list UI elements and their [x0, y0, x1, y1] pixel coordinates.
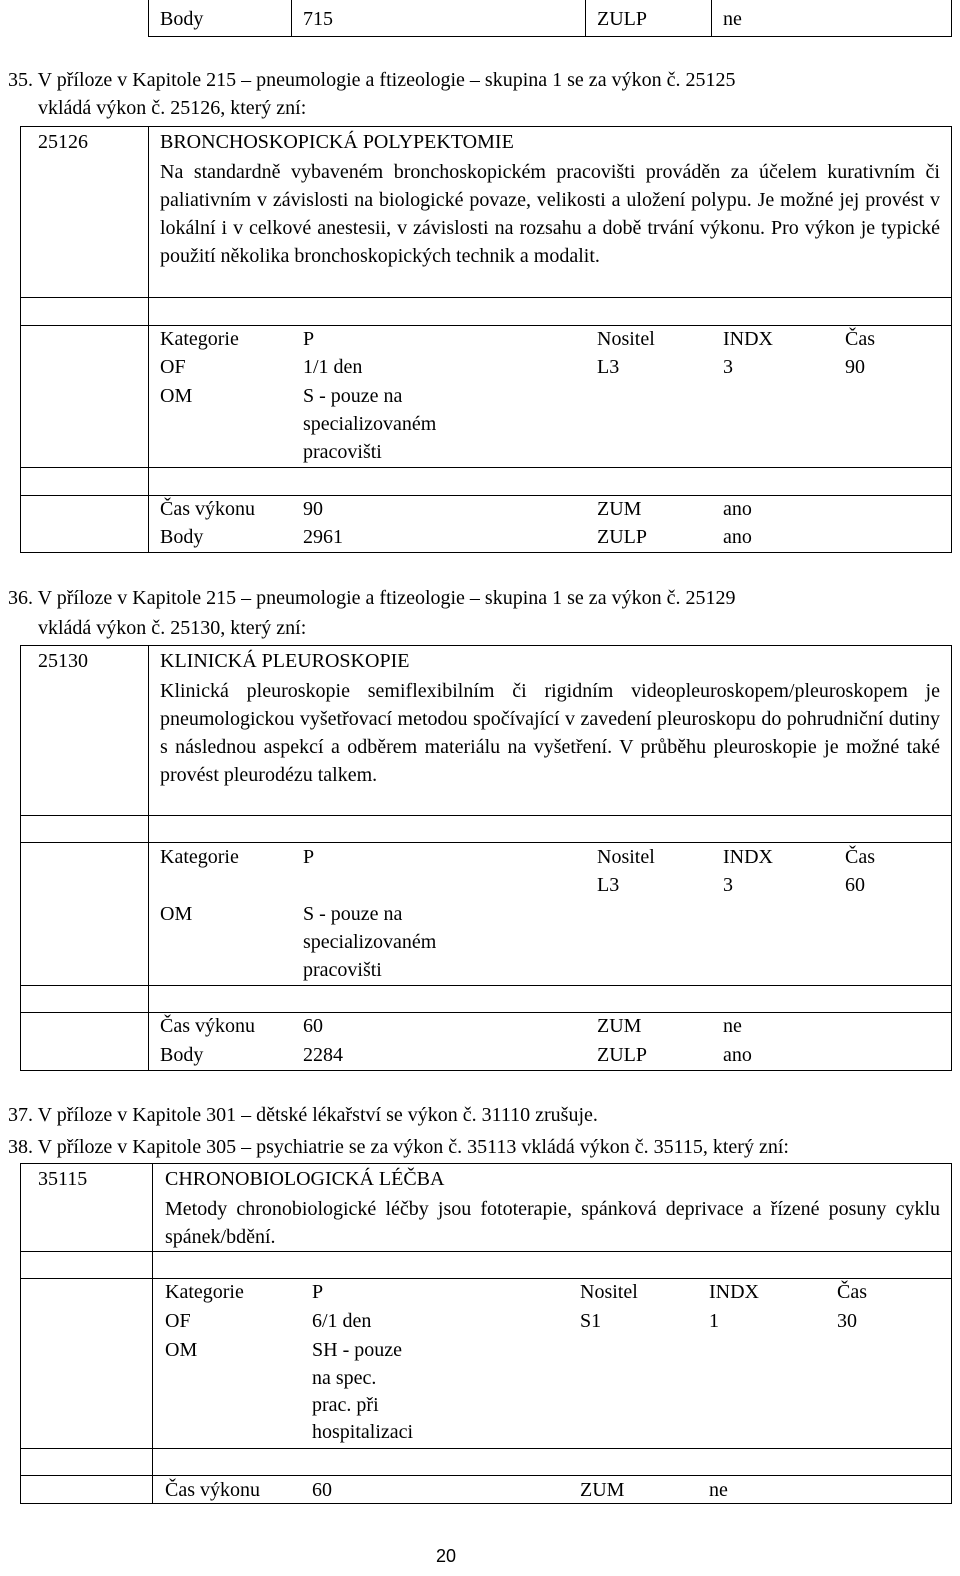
of-label: OF — [165, 1310, 191, 1332]
om-p-line3: pracovišti — [303, 441, 382, 463]
body-value: 2284 — [303, 1044, 343, 1066]
body-value: 715 — [303, 8, 333, 30]
body-label: Body — [160, 1044, 204, 1066]
zulp-label: ZULP — [597, 8, 647, 30]
item-35-description: Na standardně vybaveném bronchoskopickém pracovišti prováděn za účelem kurativním či paliativním v závislosti na biologické povaze, velikosti a uložení polypu. Je možné jej provést v lokální i v celkové anestesii, v závislosti na rozsahu a době trvání výkonu. Pro výkon je typické použití několika bronchoskopických technik a modalit. — [160, 161, 940, 267]
of-nositel: L3 — [597, 356, 620, 378]
header-kategorie: Kategorie — [160, 328, 239, 350]
zulp-value: ano — [723, 1044, 752, 1066]
item-35-line2: vkládá výkon č. 25126, který zní: — [38, 97, 307, 119]
item-36-code: 25130 — [38, 650, 88, 672]
om-p-line4: hospitalizaci — [312, 1421, 414, 1443]
of-cas: 90 — [845, 356, 865, 378]
body-label: Body — [160, 8, 204, 30]
header-indx: INDX — [709, 1281, 759, 1303]
zum-label: ZUM — [597, 498, 642, 520]
cas-vykonu-label: Čas výkonu — [160, 1015, 255, 1037]
item-35-line1: 35. V příloze v Kapitole 215 – pneumologie a ftizeologie – skupina 1 se za výkon č. 25125 — [8, 69, 736, 91]
cas-vykonu-label: Čas výkonu — [160, 498, 255, 520]
body-label: Body — [160, 526, 204, 548]
item-36-title: KLINICKÁ PLEUROSKOPIE — [160, 650, 410, 672]
header-nositel: Nositel — [597, 328, 655, 350]
header-p: P — [312, 1281, 324, 1303]
zum-value: ano — [723, 498, 752, 520]
of-cas: 30 — [837, 1310, 857, 1332]
of-indx: 3 — [723, 356, 733, 378]
om-p-line1: SH - pouze — [312, 1339, 402, 1361]
zulp-label: ZULP — [597, 1044, 647, 1066]
header-indx: INDX — [723, 846, 773, 868]
header-indx: INDX — [723, 328, 773, 350]
om-label: OM — [160, 385, 193, 407]
row1-indx: 3 — [723, 874, 733, 896]
om-p-line2: specializovaném — [303, 413, 437, 435]
om-p-line2: na spec. — [312, 1367, 377, 1389]
cas-vykonu-label: Čas výkonu — [165, 1479, 260, 1501]
item-35-code: 25126 — [38, 131, 88, 153]
zulp-label: ZULP — [597, 526, 647, 548]
header-nositel: Nositel — [580, 1281, 638, 1303]
item-38-description: Metody chronobiologické léčby jsou fototerapie, spánková deprivace a řízené posuny cyklu spánek/bdění. — [165, 1198, 940, 1248]
item-38: 38. V příloze v Kapitole 305 – psychiatrie se za výkon č. 35113 vkládá výkon č. 35115, který zní: — [8, 1136, 789, 1158]
zum-value: ne — [723, 1015, 742, 1037]
om-p-line2: specializovaném — [303, 931, 437, 953]
item-36-line2: vkládá výkon č. 25130, který zní: — [38, 617, 307, 639]
zum-label: ZUM — [580, 1479, 625, 1501]
body-value: 2961 — [303, 526, 343, 548]
om-label: OM — [160, 903, 193, 925]
header-p: P — [303, 846, 315, 868]
item-35-title: BRONCHOSKOPICKÁ POLYPEKTOMIE — [160, 131, 514, 153]
cas-vykonu-value: 60 — [312, 1479, 332, 1501]
item-36-line1: 36. V příloze v Kapitole 215 – pneumologie a ftizeologie – skupina 1 se za výkon č. 25129 — [8, 587, 736, 609]
of-p: 6/1 den — [312, 1310, 372, 1332]
zulp-value: ano — [723, 526, 752, 548]
of-nositel: S1 — [580, 1310, 602, 1332]
om-p-line3: pracovišti — [303, 959, 382, 981]
item-37: 37. V příloze v Kapitole 301 – dětské lékařství se výkon č. 31110 zrušuje. — [8, 1104, 598, 1126]
om-label: OM — [165, 1339, 198, 1361]
zum-label: ZUM — [597, 1015, 642, 1037]
item-38-code: 35115 — [38, 1168, 88, 1190]
page-number: 20 — [436, 1546, 457, 1566]
header-cas: Čas — [845, 846, 875, 868]
header-nositel: Nositel — [597, 846, 655, 868]
om-p-line1: S - pouze na — [303, 385, 403, 407]
zum-value: ne — [709, 1479, 728, 1501]
row1-cas: 60 — [845, 874, 865, 896]
cas-vykonu-value: 60 — [303, 1015, 323, 1037]
of-p: 1/1 den — [303, 356, 363, 378]
of-label: OF — [160, 356, 186, 378]
header-cas: Čas — [845, 328, 875, 350]
row1-nositel: L3 — [597, 874, 620, 896]
header-kategorie: Kategorie — [165, 1281, 244, 1303]
om-p-line3: prac. při — [312, 1394, 379, 1416]
zulp-value: ne — [723, 8, 742, 30]
header-kategorie: Kategorie — [160, 846, 239, 868]
header-p: P — [303, 328, 315, 350]
cas-vykonu-value: 90 — [303, 498, 323, 520]
header-cas: Čas — [837, 1281, 867, 1303]
item-38-title: CHRONOBIOLOGICKÁ LÉČBA — [165, 1168, 445, 1190]
of-indx: 1 — [709, 1310, 719, 1332]
om-p-line1: S - pouze na — [303, 903, 403, 925]
item-36-description: Klinická pleuroskopie semiflexibilním či rigidním videopleuroskopem/pleuroskopem je pneumologickou vyšetřovací metodou spočívající v zavedení pleuroskopu do pohrudniční dutiny s následnou aspekcí a odběrem materiálu na vyšetření. V průběhu pleuroskopie je možné také provést pleurodézu talkem. — [160, 680, 940, 786]
